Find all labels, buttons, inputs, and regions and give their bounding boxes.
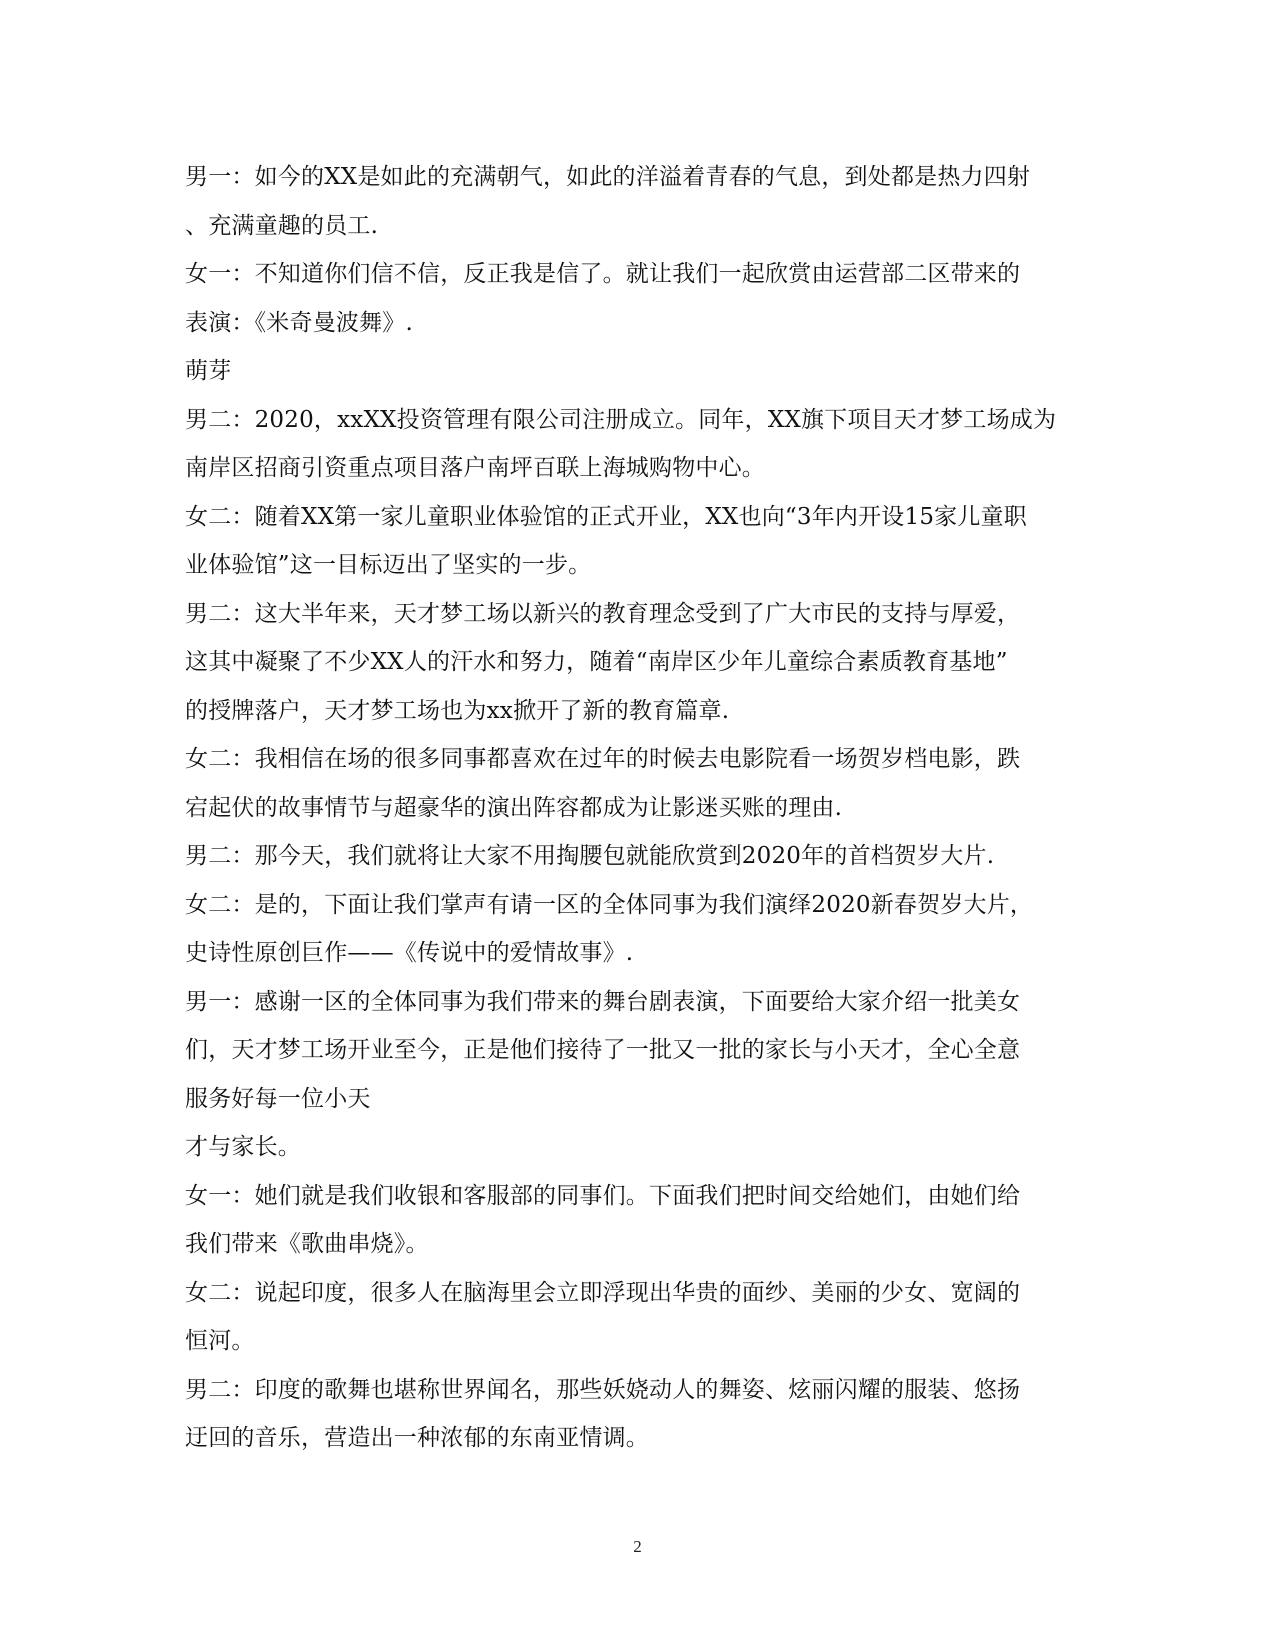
text-line-13: 女二：我相信在场的很多同事都喜欢在过年的时候去电影院看一场贺岁档电影，跌 bbox=[185, 746, 1021, 772]
text-line-22: 女一：她们就是我们收银和客服部的同事们。下面我们把时间交给她们，由她们给 bbox=[185, 1182, 1021, 1209]
text-line-12: 的授牌落户，天才梦工场也为xx掀开了新的教育篇章. bbox=[185, 697, 730, 724]
text-line-18: 男一：感谢一区的全体同事为我们带来的舞台剧表演，下面要给大家介绍一批美女 bbox=[185, 988, 1021, 1015]
text-line-20: 服务好每一位小天 bbox=[185, 1085, 371, 1112]
text-line-19: 们，天才梦工场开业至今，正是他们接待了一批又一批的家长与小天才，全心全意 bbox=[185, 1037, 1021, 1063]
document-body bbox=[185, 153, 1085, 1463]
text-line-15: 男二：那今天，我们就将让大家不用掏腰包就能欣赏到2020年的首档贺岁大片. bbox=[185, 843, 995, 869]
text-line-8: 女二：随着XX第一家儿童职业体验馆的正式开业，XX也向“3年内开设15家儿童职 bbox=[185, 503, 1027, 530]
text-line-3: 女一：不知道你们信不信，反正我是信了。就让我们一起欣赏由运营部二区带来的 bbox=[185, 261, 1021, 287]
text-line-26: 男二：印度的歌舞也堪称世界闻名，那些妖娆动人的舞姿、炫丽闪耀的服装、悠扬 bbox=[185, 1376, 1021, 1403]
text-line-2: 、充满童趣的员工. bbox=[185, 212, 379, 239]
text-line-17: 史诗性原创巨作——《传说中的爱情故事》. bbox=[185, 940, 634, 966]
text-line-24: 女二：说起印度，很多人在脑海里会立即浮现出华贵的面纱、美丽的少女、宽阔的 bbox=[185, 1279, 1021, 1306]
page-number: 2 bbox=[633, 1537, 642, 1556]
text-line-16: 女二：是的，下面让我们掌声有请一区的全体同事为我们演绎2020新春贺岁大片， bbox=[185, 891, 1034, 918]
text-line-4: 表演：《米奇曼波舞》. bbox=[185, 309, 414, 336]
text-line-9: 业体验馆”这一目标迈出了坚实的一步。 bbox=[185, 552, 592, 578]
text-line-21: 才与家长。 bbox=[185, 1134, 301, 1160]
text-line-27: 迂回的音乐，营造出一种浓郁的东南亚情调。 bbox=[185, 1425, 649, 1451]
text-line-25: 恒河。 bbox=[185, 1328, 255, 1354]
text-line-23: 我们带来《歌曲串烧》。 bbox=[185, 1231, 429, 1257]
text-line-7: 南岸区招商引资重点项目落户南坪百联上海城购物中心。 bbox=[185, 455, 765, 481]
text-line-11: 这其中凝聚了不少XX人的汗水和努力，随着“南岸区少年儿童综合素质教育基地” bbox=[185, 649, 1008, 675]
text-line-1: 男一：如今的XX是如此的充满朝气，如此的洋溢着青春的气息，到处都是热力四射 bbox=[185, 164, 1031, 190]
text-line-10: 男二：这大半年来，天才梦工场以新兴的教育理念受到了广大市民的支持与厚爱， bbox=[185, 600, 1021, 627]
text-line-14: 宕起伏的故事情节与超豪华的演出阵容都成为让影迷买账的理由. bbox=[185, 794, 843, 821]
text-line-6: 男二：2020，xxXX投资管理有限公司注册成立。同年，XX旗下项目天才梦工场成为 bbox=[185, 406, 1057, 433]
text-line-5: 萌芽 bbox=[185, 358, 232, 384]
